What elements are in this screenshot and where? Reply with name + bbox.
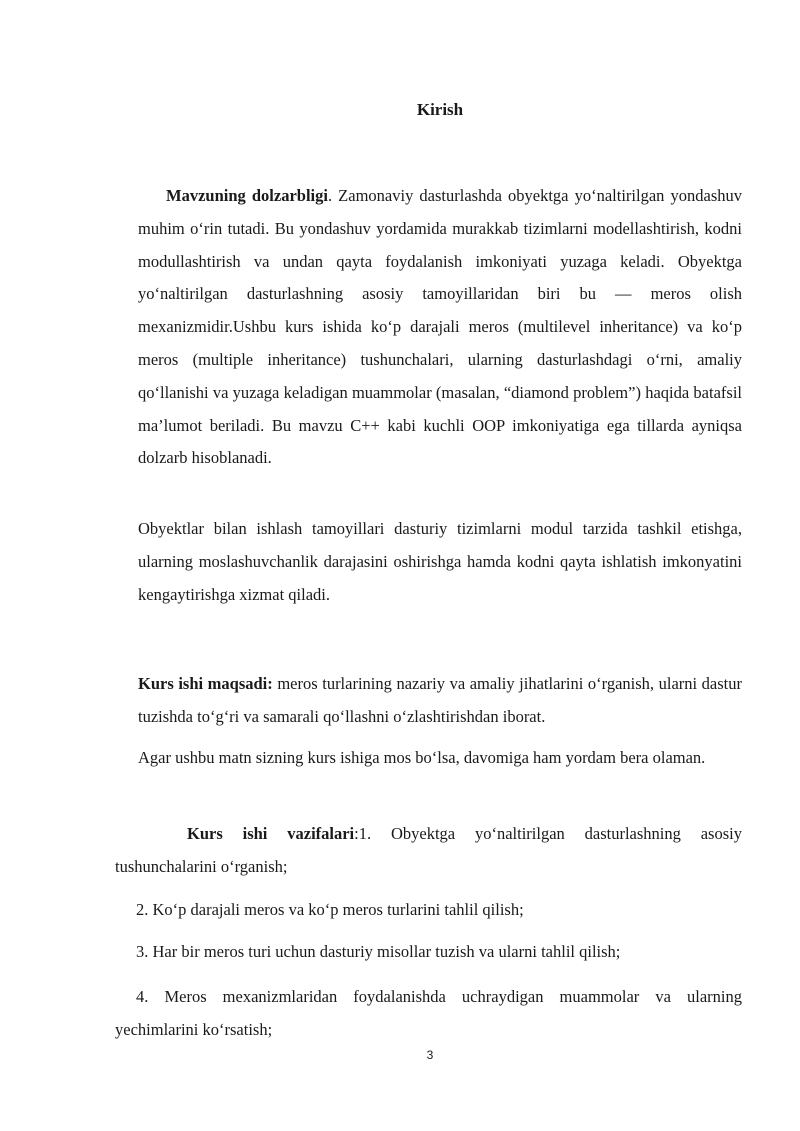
goal-text: meros turlarining nazariy va amaliy jihatlarini o‘rganish, ularni dastur tuzishda to‘g‘ri va samarali qo‘llashni o‘zlashtirishdan iborat.	[138, 674, 742, 726]
paragraph-relevance	[138, 180, 742, 475]
paragraph-goal	[138, 668, 742, 734]
tasks-text: :1. Obyektga yo‘naltirilgan dasturlashning asosiy tushunchalarini o‘rganish;	[115, 824, 742, 876]
task-item-4: 4. Meros mexanizmlaridan foydalanishda uchraydigan muammolar va ularning yechimlarini ko‘rsatish;	[115, 987, 742, 1039]
section-heading: Kirish	[416, 100, 464, 119]
paragraph-principles: Obyektlar bilan ishlash tamoyillari dasturiy tizimlarni modul tarzida tashkil etishga, ularning moslashuvchanlik darajasini oshirishga hamda kodni qayta ishlatish imkonyatini kengaytirishga xizmat qiladi.	[138, 519, 742, 604]
task-item-3: 3. Har bir meros turi uchun dasturiy misollar tuzish va ularni tahlil qilish;	[136, 942, 621, 961]
relevance-label: Mavzuning dolzarbligi	[166, 186, 328, 205]
paragraph-help-offer: Agar ushbu matn sizning kurs ishiga mos bo‘lsa, davomiga ham yordam bera olaman.	[138, 748, 706, 767]
relevance-text: . Zamonaviy dasturlashda obyektga yo‘naltirilgan yondashuv muhim o‘rin tutadi. Bu yondashuv yordamida murakkab tizimlarni modellashtirish, kodni modullashtirish va undan qayta foydalanish imkoniyati yuzaga keladi. Obyektga yo‘naltirilgan dasturlashning asosiy tamoyillaridan biri bu — meros olish mexanizmidir.Ushbu kurs ishida ko‘p darajali meros (multilevel inheritance) va ko‘p meros (multiple inheritance) tushunchalari, ularning dasturlashdagi o‘rni, amaliy qo‘llanishi va yuzaga keladigan muammolar (masalan, “diamond problem”) haqida batafsil ma’lumot beriladi. Bu mavzu C++ kabi kuchli OOP imkoniyatiga ega tillarda ayniqsa dolzarb hisoblanadi.	[138, 186, 742, 468]
page-number: 3	[426, 1048, 434, 1062]
task-item-2: 2. Ko‘p darajali meros va ko‘p meros turlarini tahlil qilish;	[136, 900, 524, 919]
goal-label: Kurs ishi maqsadi:	[138, 674, 273, 693]
tasks-label: Kurs ishi vazifalari	[187, 824, 355, 843]
paragraph-tasks	[115, 818, 742, 884]
